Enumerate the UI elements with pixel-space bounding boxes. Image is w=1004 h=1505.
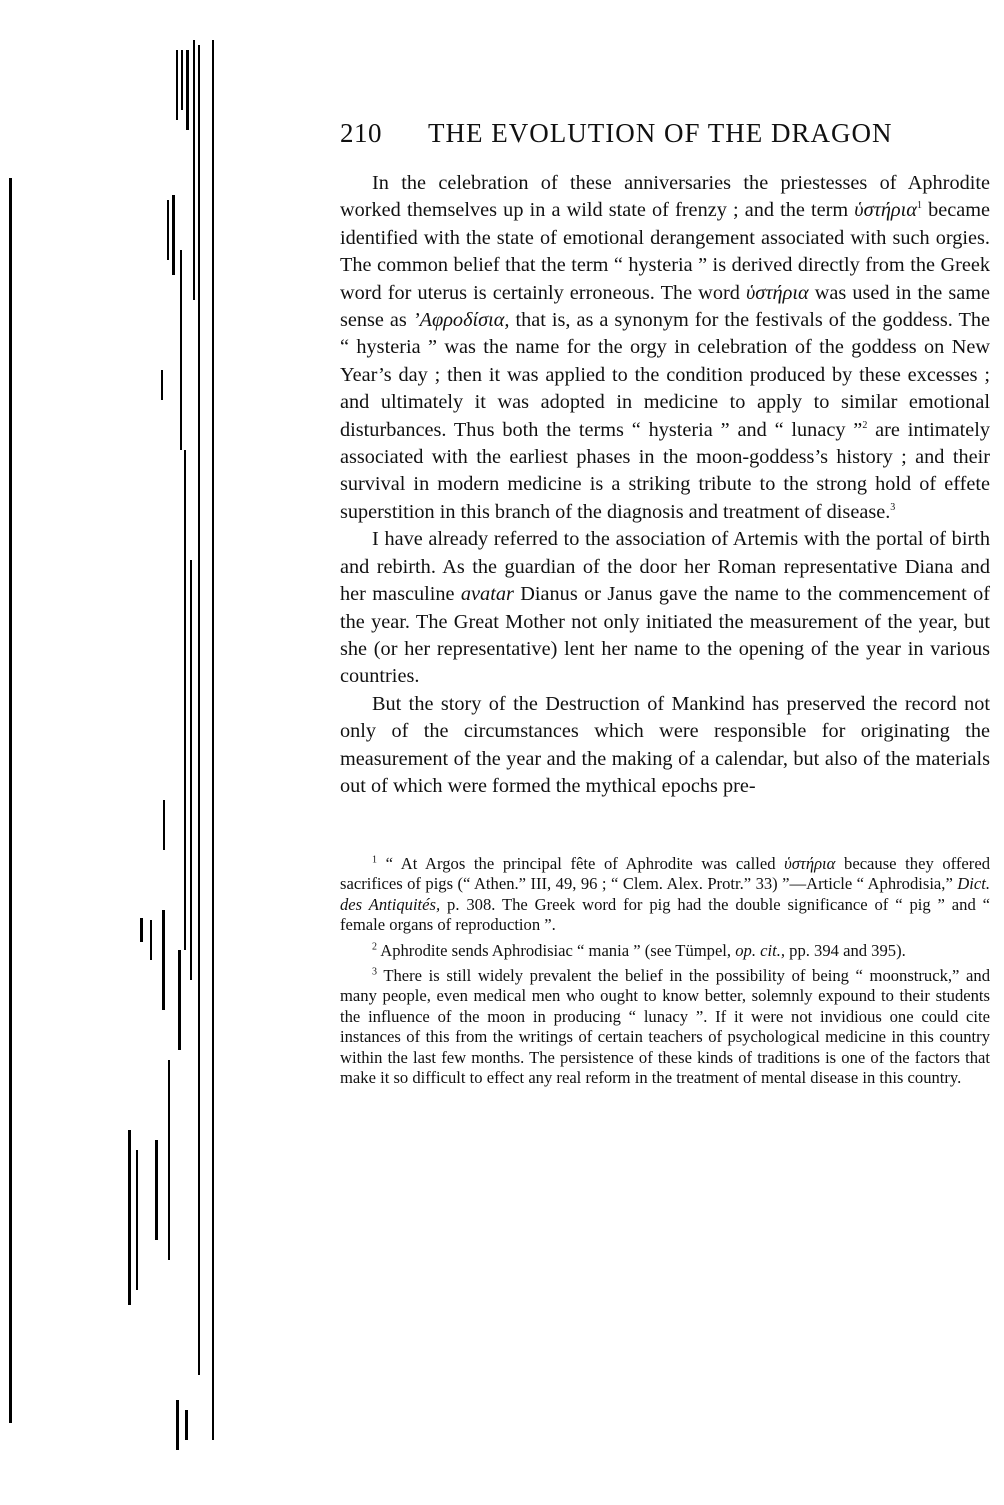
text-run: Aphrodite sends Aphrodisiac “ mania ” (see Tümpel, (377, 940, 736, 960)
footnote-mark: 2 (372, 941, 377, 953)
italic-abbrev: op. cit., (735, 940, 785, 960)
scan-gutter-line (212, 40, 214, 1440)
footnote-2 (340, 941, 990, 961)
scan-edge-line (9, 178, 12, 1423)
greek-word: ὑστήρια (745, 281, 809, 304)
footnote-ref: 1 (916, 200, 922, 212)
scan-gutter-line (163, 800, 165, 850)
text-run: are intimately associated with the earliest phases in the moon-goddess’s history ; and their survival in modern medicine is a striking tribute to the strong hold of effete superstition in this branch of the diagnosis and treatment of disease. (340, 418, 990, 523)
text-run: Dianus or Janus gave the name to the commencement of the year. The Great Mother not only initiated the measurement of the year, but she (or her representative) lent her name to the opening of the year in various countries. (340, 583, 990, 688)
page-number: 210 (340, 118, 382, 148)
text-run: There is still widely prevalent the belief in the possibility of being “ moonstruck,” and many people, even medical men who ought to know better, solemnly expound to their students the influence of the moon in producing “ lunacy ”. If it were not invidious one could cite instances of this from the writings of certain teachers of psychological medicine in this country within the last few months. The persistence of these kinds of traditions is one of the factors that make it so difficult to effect any real reform in the treatment of mental disease in this country. (340, 966, 990, 1088)
italic-word: avatar (460, 583, 514, 606)
paragraph-1 (340, 170, 990, 526)
footnote-1 (340, 854, 990, 936)
scan-gutter-line (184, 450, 186, 950)
scan-gutter-line (161, 370, 163, 400)
paragraph-3 (340, 691, 990, 801)
scan-gutter-line (193, 40, 195, 300)
footnotes (340, 854, 990, 1093)
scan-gutter-line (162, 910, 165, 1010)
text-run: But the story of the Destruction of Mankind has preserved the record not only of the circumstances which were responsible for originating the measurement of the year and the making of a calendar, but also of the materials out of which were formed the mythical epochs pre- (340, 692, 990, 797)
text-run: was used in the same sense as (340, 281, 991, 332)
scan-gutter-line (198, 45, 200, 1375)
scan-gutter-line (128, 1130, 131, 1305)
text-run: p. 308. The Greek word for pig had the double significance of “ pig ” and “ female organs of reproduction ”. (340, 894, 990, 935)
scan-gutter-line (180, 250, 182, 450)
text-run: pp. 394 and 395). (785, 940, 906, 960)
scan-gutter-line (176, 50, 178, 120)
scan-gutter-line (155, 1140, 158, 1240)
text-run: became identified with the state of emotional derangement associated with such orgies. The common belief that the term “ hysteria ” is derived directly from the Greek word for uterus is certainly erroneous. The word (340, 199, 990, 304)
footnote-ref: 2 (862, 419, 868, 431)
scan-gutter-line (150, 920, 152, 960)
scan-gutter-line (176, 1400, 179, 1450)
scan-gutter-line (167, 200, 169, 260)
text-run: I have already referred to the association of Artemis with the portal of birth and rebirth. As the guardian of the door her Roman representative Diana and her masculine (340, 528, 990, 606)
scan-gutter-line (140, 918, 143, 942)
greek-word: ὑστήρια (784, 854, 836, 873)
scan-gutter-line (172, 195, 175, 275)
text-run: In the celebration of these anniversaries the priestesses of Aphrodite worked themselves up in a wild state of frenzy ; and the term (340, 172, 990, 222)
scan-gutter-line (185, 1410, 188, 1440)
main-text (340, 170, 990, 800)
text-run: “ At Argos the principal fête of Aphrodite was called (377, 854, 785, 873)
greek-word: ’Αφροδίσια, (412, 309, 510, 332)
footnote-3 (340, 966, 990, 1088)
scan-gutter-line (181, 50, 183, 110)
running-header (340, 118, 960, 152)
scan-gutter-line (186, 50, 189, 130)
italic-title: Dict. des Antiquités, (340, 874, 990, 914)
scan-gutter-line (136, 1150, 138, 1290)
footnote-mark: 3 (372, 966, 377, 978)
running-title: THE EVOLUTION OF THE DRAGON (428, 118, 893, 148)
text-run: that is, as a synonym for the festivals of the goddess. The “ hysteria ” was the name for the orgy in celebration of the goddess on New Year’s day ; then it was applied to the condition produced by these excesses ; and ultimately it was adopted in medicine to apply to similar emotional disturbances. Thus both the terms “ hysteria ” and “ lunacy ” (340, 309, 991, 441)
scan-gutter-line (168, 1060, 170, 1260)
scan-gutter-line (190, 560, 192, 980)
footnote-mark: 1 (372, 854, 377, 866)
greek-word: ὑστήρια (854, 199, 917, 222)
paragraph-2 (340, 526, 990, 690)
text-run: because they offered sacrifices of pigs (“ Athen.” III, 49, 96 ; “ Clem. Alex. Protr.” 33) ”—Article “ Aphrodisia,” (340, 854, 990, 894)
scan-gutter-line (178, 950, 181, 1050)
footnote-ref: 3 (890, 502, 896, 514)
